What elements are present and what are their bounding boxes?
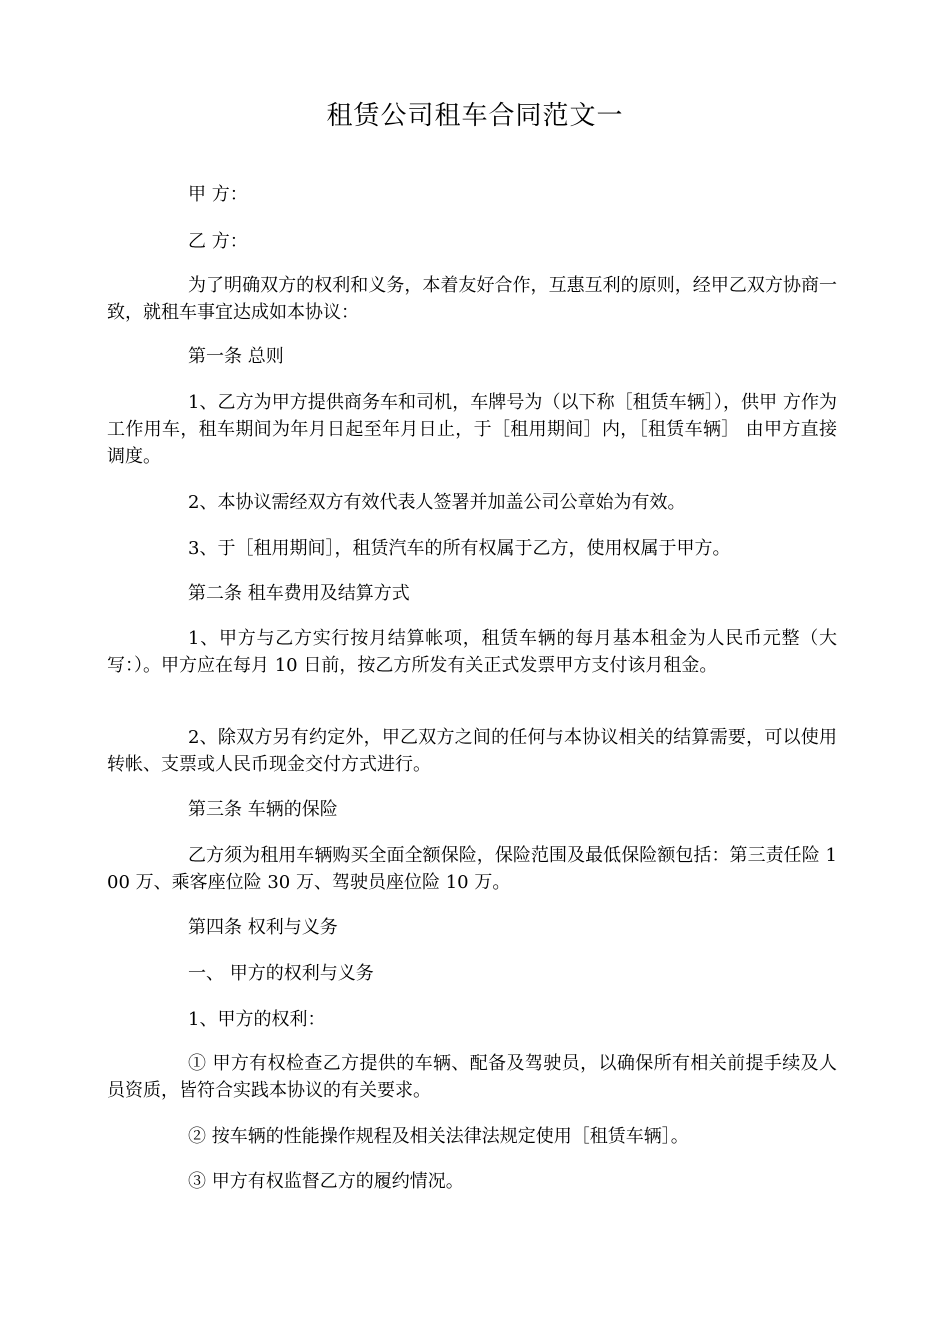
preamble-paragraph: 为了明确双方的权利和义务，本着友好合作，互惠互利的原则，经甲乙双方协商一致，就租车事宜达成如本协议： [107, 275, 837, 323]
party-a-rights-subheading: 1、甲方的权利： [188, 1009, 326, 1030]
article-2-clause-2: 2、除双方另有约定外，甲乙双方之间的任何与本协议相关的结算需要，可以使用转帐、支票或人民币现金交付方式进行。 [107, 727, 837, 775]
article-3-heading: 第三条 车辆的保险 [188, 799, 338, 820]
article-4-heading: 第四条 权利与义务 [188, 917, 338, 938]
article-1-clause-3: 3、于［租用期间］，租赁汽车的所有权属于乙方，使用权属于甲方。 [188, 538, 731, 559]
party-b-line: 乙 方： [188, 231, 248, 252]
article-1-clause-1: 1、乙方为甲方提供商务车和司机，车牌号为（以下称［租赁车辆］），供甲 方作为工作用车，租车期间为年月日起至年月日止，于［租用期间］内，［租赁车辆］ 由甲方直接调度。 [107, 392, 837, 467]
article-1-clause-2: 2、本协议需经双方有效代表人签署并加盖公司公章始为有效。 [188, 492, 686, 513]
document-title: 租赁公司租车合同范文一 [326, 101, 624, 131]
party-a-rights-heading: 一、 甲方的权利与义务 [188, 963, 374, 984]
party-a-right-1: ① 甲方有权检查乙方提供的车辆、配备及驾驶员，以确保所有相关前提手续及人员资质，皆符合实践本协议的有关要求。 [107, 1053, 837, 1101]
article-1-heading: 第一条 总则 [188, 346, 284, 367]
article-3-body: 乙方须为租用车辆购买全面全额保险，保险范围及最低保险额包括：第三责任险 100 万、乘客座位险 30 万、驾驶员座位险 10 万。 [107, 845, 837, 893]
article-2-heading: 第二条 租车费用及结算方式 [188, 583, 410, 604]
party-a-right-2: ② 按车辆的性能操作规程及相关法律法规定使用［租赁车辆］。 [188, 1126, 689, 1147]
party-a-line: 甲 方： [188, 184, 248, 205]
article-2-clause-1: 1、甲方与乙方实行按月结算帐项，租赁车辆的每月基本租金为人民币元整（大写：）。甲方应在每月 10 日前，按乙方所发有关正式发票甲方支付该月租金。 [107, 628, 837, 676]
party-a-right-3: ③ 甲方有权监督乙方的履约情况。 [188, 1171, 464, 1192]
